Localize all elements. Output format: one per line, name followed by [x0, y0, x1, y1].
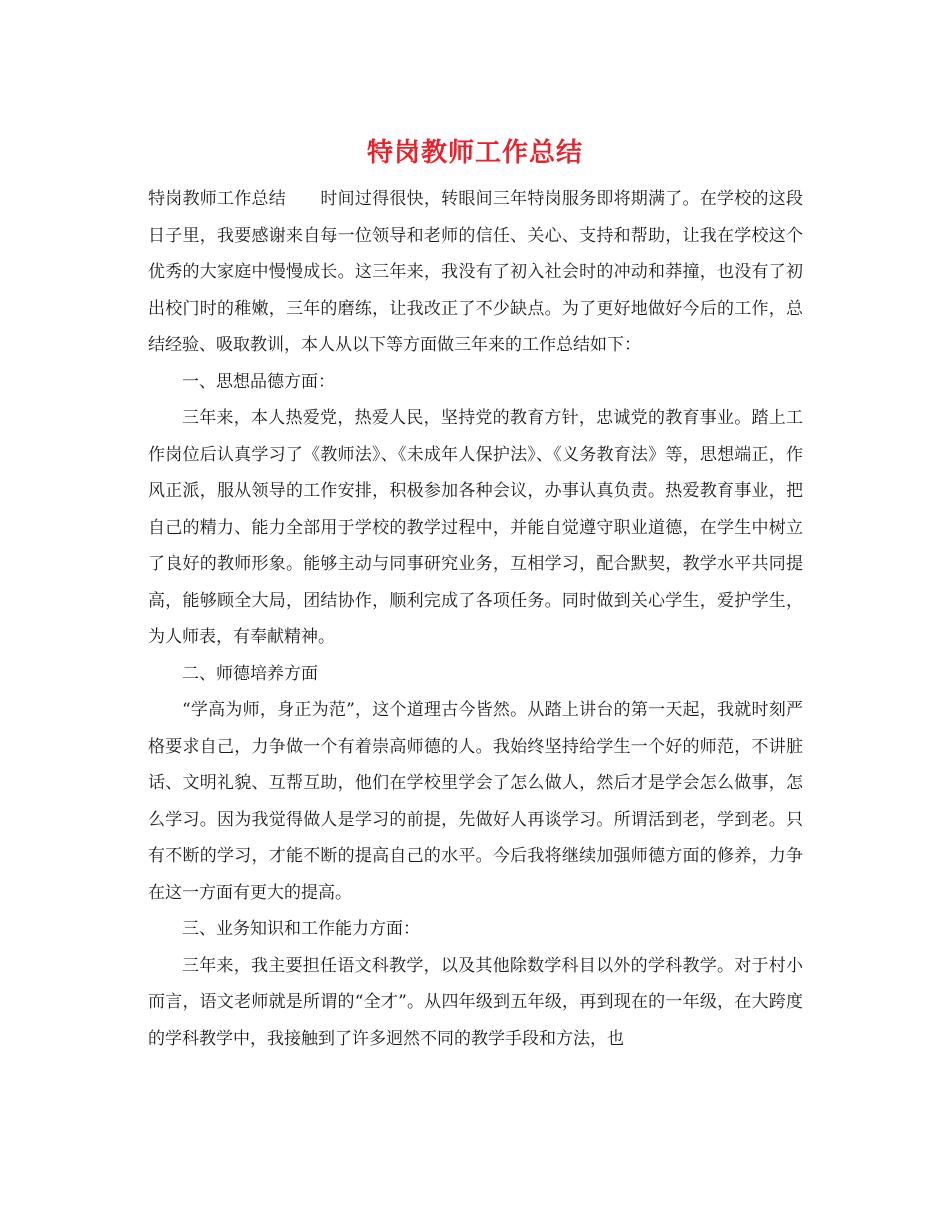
section-heading-1: 一、思想品德方面：	[182, 371, 335, 392]
section-heading-2: 二、师德培养方面	[182, 663, 318, 684]
intro-paragraph: 特岗教师工作总结 时间过得很快，转眼间三年特岗服务即将期满了。在学校的这段日子里，我要感谢来自每一位领导和老师的信任、关心、支持和帮助，让我在学校这个优秀的大家庭中慢慢成长。这三年来，我没有了初入社会时的冲动和莽撞，也没有了初出校门时的稚嫩，三年的磨练，让我改正了不少缺点。为了更好地做好今后的工作，总结经验、吸取教训，本人从以下等方面做三年来的工作总结如下：	[148, 189, 803, 355]
section-paragraph-2: “学高为师，身正为范”，这个道理古今皆然。从踏上讲台的第一天起，我就时刻严格要求自己，力争做一个有着崇高师德的人。我始终坚持给学生一个好的师范，不讲脏话、文明礼貌、互帮互助，他们在学校里学会了怎么做人，然后才是学会怎么做事，怎么学习。因为我觉得做人是学习的前提，先做好人再谈学习。所谓活到老，学到老。只有不断的学习，才能不断的提高自己的水平。今后我将继续加强师德方面的修养，力争在这一方面有更大的提高。	[148, 700, 803, 903]
section-paragraph-3: 三年来，我主要担任语文科教学，以及其他除数学科目以外的学科教学。对于村小而言，语文老师就是所谓的“全才”。从四年级到五年级，再到现在的一年级，在大跨度的学科教学中，我接触到了许多迥然不同的教学手段和方法，也	[148, 955, 803, 1049]
document-title: 特岗教师工作总结	[366, 138, 583, 168]
document-body	[148, 181, 803, 1057]
section-heading-3: 三、业务知识和工作能力方面：	[182, 919, 420, 939]
section-paragraph-1: 三年来，本人热爱党，热爱人民，坚持党的教育方针，忠诚党的教育事业。踏上工作岗位后认真学习了《教师法》、《未成年人保护法》、《义务教育法》等，思想端正，作风正派，服从领导的工作安排，积极参加各种会议，办事认真负责。热爱教育事业，把自己的精力、能力全部用于学校的教学过程中，并能自觉遵守职业道德，在学生中树立了良好的教师形象。能够主动与同事研究业务，互相学习，配合默契，教学水平共同提高，能够顾全大局，团结协作，顺利完成了各项任务。同时做到关心学生，爱护学生，为人师表，有奉献精神。	[148, 408, 803, 647]
